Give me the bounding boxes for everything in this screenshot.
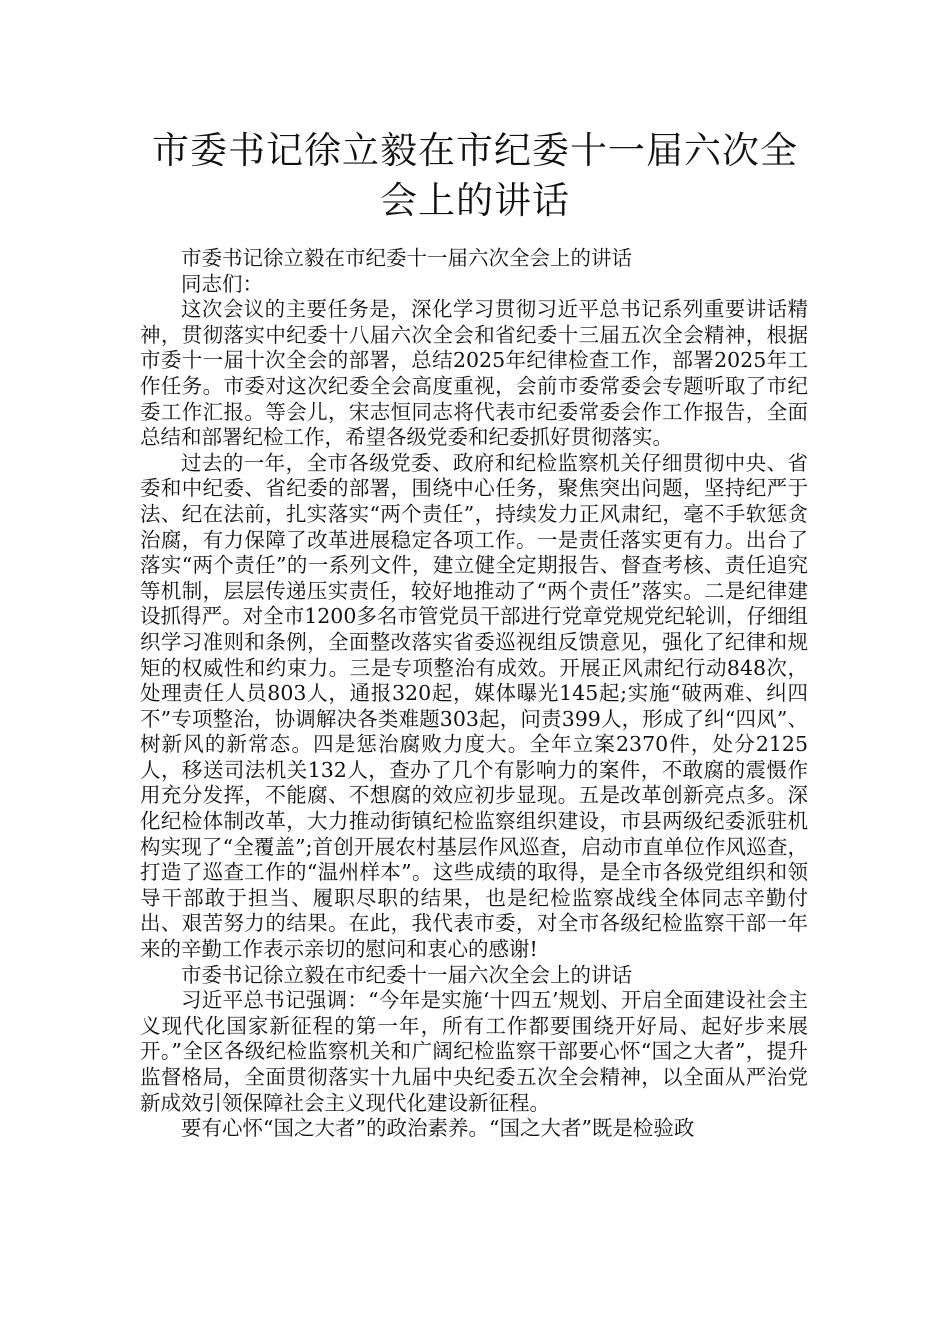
subtitle-line: 市委书记徐立毅在市纪委十一届六次全会上的讲话 (181, 962, 632, 987)
body-paragraph: 要有心怀“国之大者”的政治素养。“国之大者”既是检验政 (181, 1116, 695, 1141)
body-paragraph: 过去的一年，全市各级党委、政府和纪检监察机关仔细贯彻中央、省委和中纪委、省纪委的部署，围绕中心任务，聚焦突出问题，坚持纪严于法、纪在法前，扎实落实“两个责任”，持续发力正风肃纪，毫不手软惩贪治腐，有力保障了改革进展稳定各项工作。一是责任落实更有力。出台了落实“两个责任”的一系列文件，建立健全定期报告、督查考核、责任追究等机制，层层传递压实责任，较好地推动了“两个责任”落实。二是纪律建设抓得严。对全市1200多名市管党员干部进行党章党规党纪轮训，仔细组织学习准则和条例，全面整改落实省委巡视组反馈意见，强化了纪律和规矩的权威性和约束力。三是专项整治有成效。开展正风肃纪行动848次，处理责任人员803人，通报320起，媒体曝光145起;实施“破两难、纠四不”专项整治，协调解决各类难题303起，问责399人，形成了纠“四风”、树新风的新常态。四是惩治腐败力度大。全年立案2370件，处分2125人，移送司法机关132人，查办了几个有影响力的案件，不敢腐的震慑作用充分发挥，不能腐、不想腐的效应初步显现。五是改革创新亮点多。深化纪检体制改革，大力推动街镇纪检监察组织建设，市县两级纪委派驻机构实现了“全覆盖”;首创开展农村基层作风巡查，启动市直单位作风巡查，打造了巡查工作的“温州样本”。这些成绩的取得，是全市各级党组织和领导干部敢于担当、履职尽职的结果，也是纪检监察战线全体同志辛勤付出、艰苦努力的结果。在此，我代表市委，对全市各级纪检监察干部一年来的辛勤工作表示亲切的慰问和衷心的感谢! (140, 450, 808, 962)
salutation: 同志们： (181, 271, 263, 296)
body-paragraph: 这次会议的主要任务是，深化学习贯彻习近平总书记系列重要讲话精神，贯彻落实中纪委十八届六次全会和省纪委十三届五次全会精神，根据市委十一届十次全会的部署，总结2025年纪律检查工作，部署2025年工作任务。市委对这次纪委全会高度重视，会前市委常委会专题听取了市纪委工作汇报。等会儿，宋志恒同志将代表市纪委常委会作工作报告，全面总结和部署纪检工作，希望各级党委和纪委抓好贯彻落实。 (140, 297, 808, 450)
subtitle-line: 市委书记徐立毅在市纪委十一届六次全会上的讲话 (181, 246, 632, 270)
body-paragraph: 习近平总书记强调：“今年是实施‘十四五’规划、开启全面建设社会主义现代化国家新征程的第一年，所有工作都要围绕开好局、起好步来展开。”全区各级纪检监察机关和广阔纪检监察干部要心怀“国之大者”，提升监督格局，全面贯彻落实十九届中央纪委五次全会精神，以全面从严治党新成效引领保障社会主义现代化建设新征程。 (140, 988, 808, 1115)
document-body (140, 246, 808, 1142)
document-title: 市委书记徐立毅在市纪委十一届六次全会上的讲话 (152, 129, 798, 222)
